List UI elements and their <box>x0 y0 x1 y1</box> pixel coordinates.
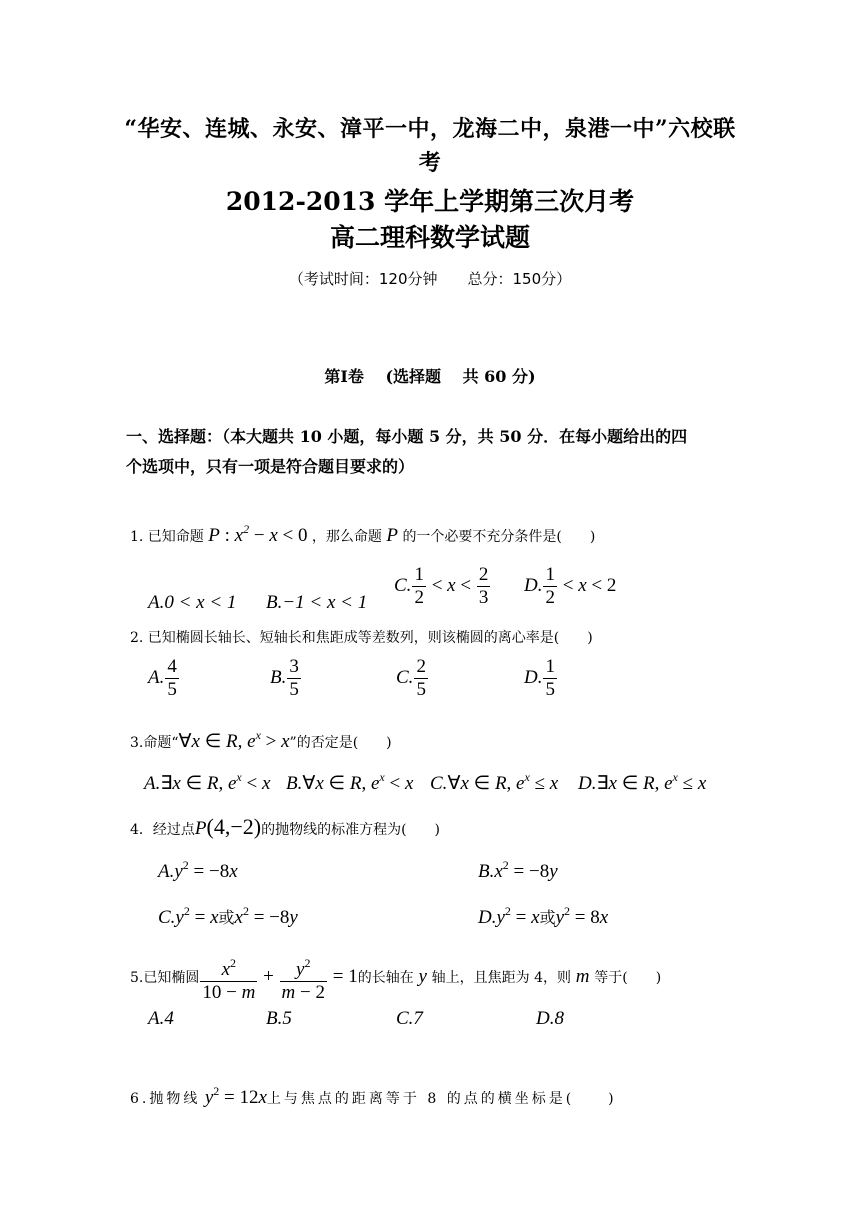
q4-option-b: $B.x^2 = -8y$ <box>478 858 558 882</box>
q3-option-b: B.∀x ∈ R, $e^x < x$ <box>286 770 414 794</box>
q1-mid: ，那么命题 <box>311 529 382 545</box>
q5-suffix: 等于( ) <box>594 970 662 986</box>
q2-option-b: B. $\frac{3}{5}$ <box>270 656 299 700</box>
q2-option-a: A. $\frac{4}{5}$ <box>148 656 177 700</box>
q4-point: P(4,−2) <box>194 814 262 839</box>
q4-option-a: $A.y^2 = -8x$ <box>158 858 238 882</box>
q5-option-a: A.4 <box>148 1008 174 1029</box>
question-3 <box>130 728 392 753</box>
q1-option-a: A.0 < x < 1 <box>148 592 237 613</box>
q6-suffix: 上与焦点的距离等于 8 的点的横坐标是( ) <box>266 1091 617 1107</box>
q4-option-c: $C.y^2 = x$或$x^2 = -8y$ <box>158 904 298 928</box>
q3-suffix: ”的否定是( ) <box>289 735 392 751</box>
instruction-line2: 个选项中，只有一项是符合题目要求的） <box>126 457 415 476</box>
question-1 <box>130 522 595 547</box>
question-4 <box>130 814 440 840</box>
exam-subtitle: （考试时间：120分钟 总分：150分） <box>288 270 572 288</box>
q1-var-p: P <box>386 525 398 546</box>
q6-prefix: 6.抛物线 <box>130 1091 201 1107</box>
q1-prefix: 1. 已知命题 <box>130 529 204 545</box>
q5-prefix: 5.已知椭圆 <box>130 970 200 986</box>
q3-option-a: A.∃x ∈ R, $e^x < x$ <box>144 770 271 794</box>
q1-option-d: D. $\frac{1}{2}$ < x < 2 <box>524 564 617 608</box>
q4-option-d: $D.y^2 = x$或$y^2 = 8x$ <box>478 904 609 928</box>
q2-option-d: D. $\frac{1}{5}$ <box>524 656 555 700</box>
q5-option-c: C.7 <box>396 1008 423 1029</box>
q1-option-b: B.−1 < x < 1 <box>266 592 368 613</box>
q3-option-c: C.∀x ∈ R, $e^x \le x$ <box>430 770 559 794</box>
q1-suffix: 的一个必要不充分条件是( ) <box>402 529 596 545</box>
q3-formula: ∀x ∈ R, ex > x <box>178 728 290 752</box>
q3-option-d: D.∃x ∈ R, $e^x \le x$ <box>578 770 707 794</box>
q5-mid1: 的长轴在 <box>357 970 414 986</box>
exam-title-line1: “华安、连城、永安、漳平一中，龙海二中，泉港一中”六校联 <box>124 116 736 142</box>
question-2: 2. 已知椭圆长轴长、短轴长和焦距成等差数列，则该椭圆的离心率是( ) <box>130 630 593 646</box>
q1-option-c: C. $\frac{1}{2}$ < x < $\frac{2}{3}$ <box>394 564 489 608</box>
q5-mid2: 轴上，且焦距为 4，则 <box>431 970 571 986</box>
q5-option-b: B.5 <box>266 1008 292 1029</box>
exam-title-line1-cont: 考 <box>418 150 442 176</box>
q4-suffix: 的抛物线的标准方程为( ) <box>261 822 441 838</box>
exam-title-line2: 2012-2013 学年上学期第三次月考 <box>225 187 635 216</box>
exam-title-line3: 高二理科数学试题 <box>329 223 530 252</box>
question-5: 5.已知椭圆 $\frac{x^2}{10 - m}$ + $\frac{y^2}{m - 2}$ = 1的长轴在 y 轴上，且焦距为 4，则 m 等于( ) <box>130 952 661 1004</box>
q2-option-c: C. $\frac{2}{5}$ <box>396 656 426 700</box>
q6-formula: y2 = 12x <box>204 1084 267 1108</box>
question-6 <box>130 1084 617 1109</box>
q5-option-d: D.8 <box>536 1008 564 1029</box>
q4-prefix: 4．经过点 <box>130 822 195 838</box>
q1-formula: P : x2 − x < 0 <box>208 522 308 546</box>
q3-prefix: 3.命题“ <box>130 735 179 751</box>
q5-formula: $\frac{x^2}{10 - m}$ + $\frac{y^2}{m - 2}$ = 1 <box>199 970 357 986</box>
instruction-line1: 一、选择题：（本大题共 10 小题，每小题 5 分，共 50 分．在每小题给出的四 <box>126 427 688 446</box>
section-title: 第Ⅰ卷 (选择题 共 60 分) <box>324 367 536 386</box>
